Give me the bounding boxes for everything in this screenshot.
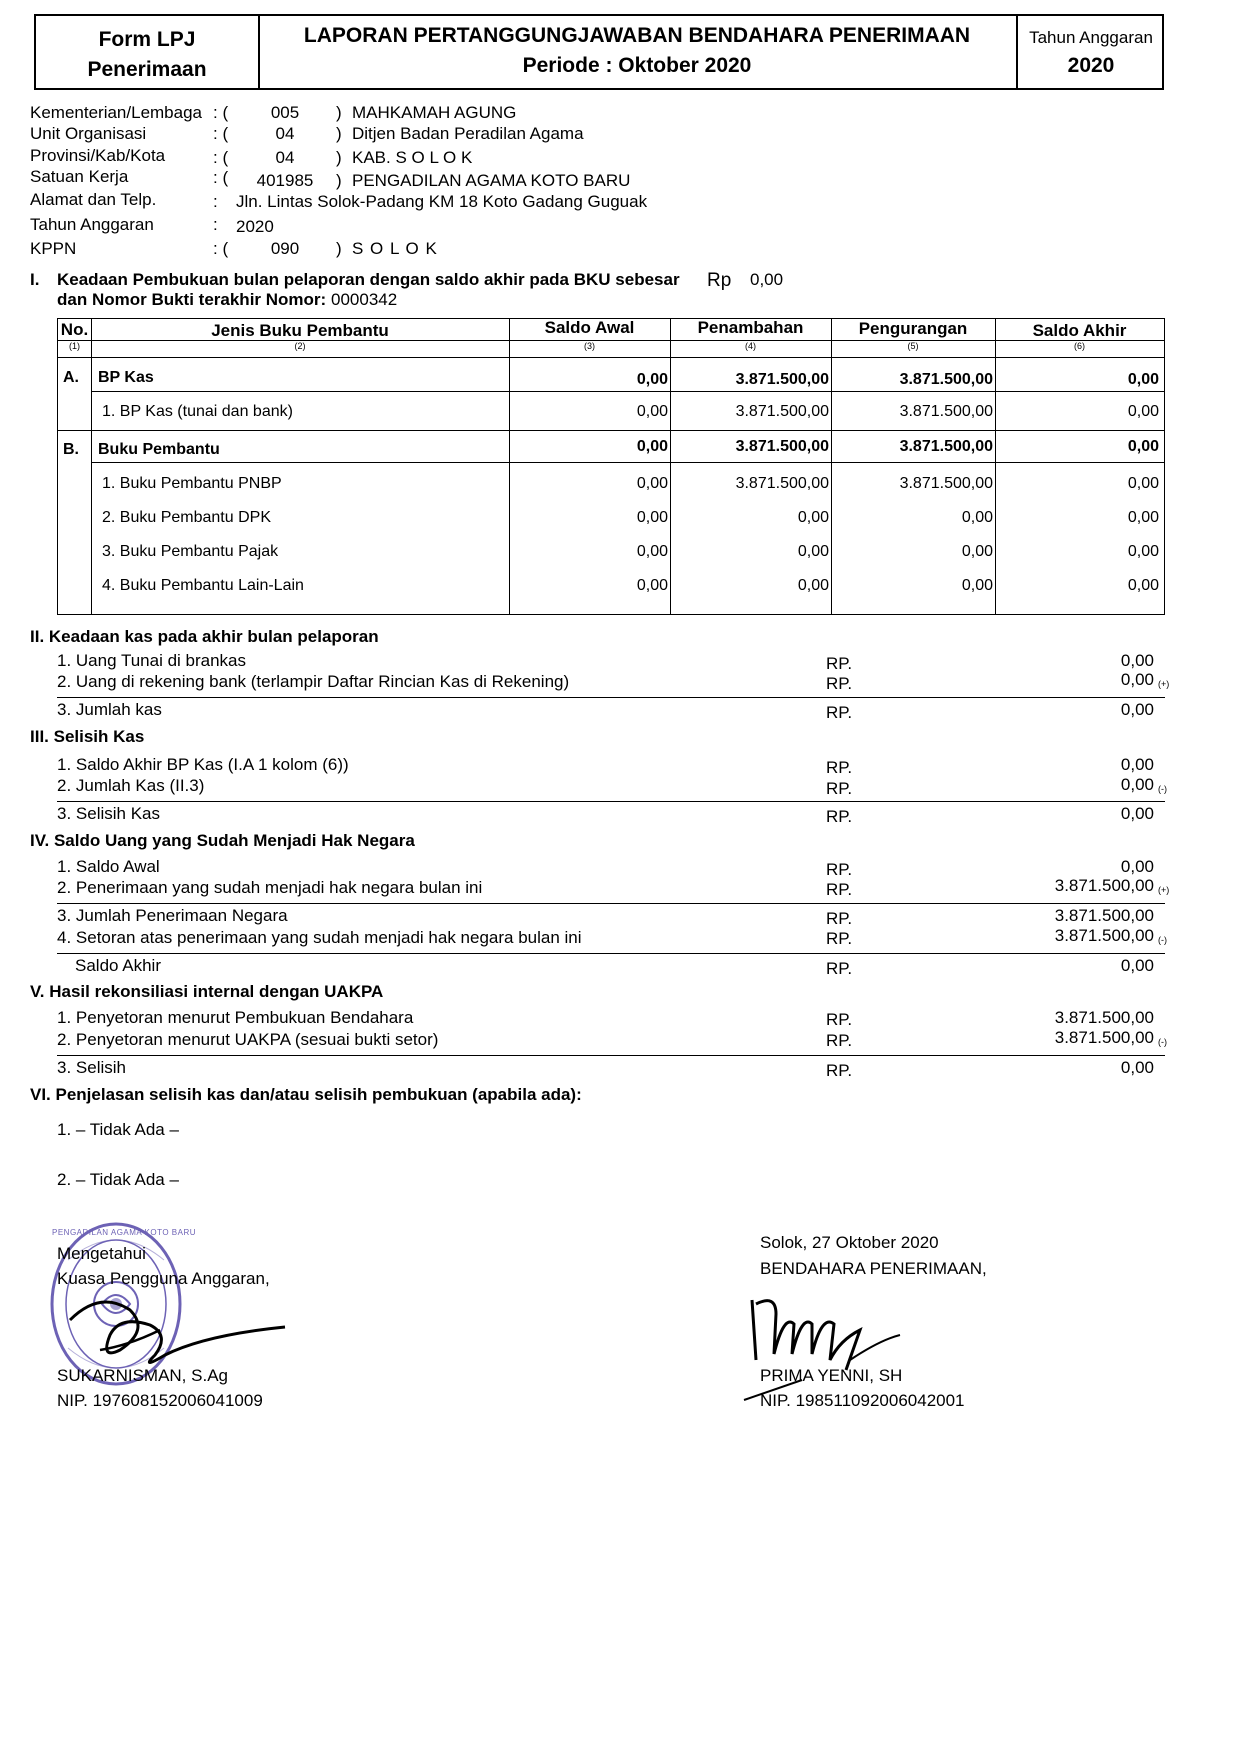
section3-item-label: 2. Jumlah Kas (II.3): [57, 776, 205, 795]
section3-item-rp: RP.: [826, 779, 853, 798]
section2-item-label: 1. Uang Tunai di brankas: [57, 651, 247, 670]
identity-label: Unit Organisasi: [30, 124, 147, 143]
row-penambahan: 3.871.500,00: [735, 438, 829, 455]
row-name: BP Kas: [98, 369, 154, 386]
identity-code: 090: [270, 239, 300, 258]
section5-item-rp: RP.: [826, 1061, 853, 1080]
identity-label: Provinsi/Kab/Kota: [30, 146, 166, 165]
col-number: (1): [69, 341, 80, 351]
identity-sep: :: [213, 192, 218, 211]
section5-item-value: 3.871.500,00: [1054, 1008, 1154, 1027]
section2-item-value: 0,00: [1120, 651, 1154, 670]
section4-item-label: Saldo Akhir: [75, 956, 161, 975]
section5-item-value: 3.871.500,00: [1054, 1028, 1154, 1047]
col-number: (6): [1074, 341, 1085, 351]
row-pengurangan: 3.871.500,00: [899, 475, 993, 492]
fiscal-year-label: Tahun Anggaran: [1029, 28, 1153, 47]
section3-item-rp: RP.: [826, 807, 853, 826]
report-title: LAPORAN PERTANGGUNGJAWABAN BENDAHARA PENERIMAAN: [303, 24, 971, 47]
identity-label: Satuan Kerja: [30, 167, 129, 186]
section4-item-value: 0,00: [1120, 857, 1154, 876]
row-pengurangan: 0,00: [961, 543, 993, 560]
fiscal-year-value: 2020: [1067, 54, 1115, 77]
row-saldo-akhir: 0,00: [1127, 577, 1159, 594]
section4-item-label: 4. Setoran atas penerimaan yang sudah menjadi hak negara bulan ini: [57, 928, 582, 947]
col-header-saldo-akhir: Saldo Akhir: [1032, 321, 1127, 340]
section2-item-op: (+): [1158, 679, 1170, 689]
identity-close: ): [336, 171, 342, 190]
section4-item-rp: RP.: [826, 959, 853, 978]
row-name: 1. Buku Pembantu PNBP: [102, 475, 282, 492]
row-no: B.: [63, 441, 79, 458]
section5-title: V. Hasil rekonsiliasi internal dengan UAKPA: [30, 982, 384, 1001]
row-saldo-akhir: 0,00: [1127, 475, 1159, 492]
section4-item-rp: RP.: [826, 909, 853, 928]
section5-item-label: 1. Penyetoran menurut Pembukuan Bendahara: [57, 1008, 414, 1027]
identity-close: ): [336, 239, 342, 258]
row-pengurangan: 3.871.500,00: [899, 403, 993, 420]
row-name: 3. Buku Pembantu Pajak: [102, 543, 279, 560]
section4-item-value: 3.871.500,00: [1054, 926, 1154, 945]
col-header-jenis: Jenis Buku Pembantu: [211, 321, 389, 340]
row-name: Buku Pembantu: [98, 441, 220, 458]
section1-line1: Keadaan Pembukuan bulan pelaporan dengan saldo akhir pada BKU sebesar: [57, 270, 680, 289]
section2-item-rp: RP.: [826, 703, 853, 722]
sum-rule: [57, 697, 1165, 698]
section4-item-op: (-): [1158, 935, 1167, 945]
section4-item-label: 3. Jumlah Penerimaan Negara: [57, 906, 288, 925]
section2-item-rp: RP.: [826, 674, 853, 693]
section4-item-label: 2. Penerimaan yang sudah menjadi hak negara bulan ini: [57, 878, 483, 897]
identity-label: Alamat dan Telp.: [30, 190, 157, 209]
section3-item-value: 0,00: [1120, 755, 1154, 774]
form-label-line2: Penerimaan: [87, 58, 207, 81]
identity-code: 04: [275, 124, 295, 143]
section1-bukti-no: 0000342: [331, 290, 398, 309]
row-name: 2. Buku Pembantu DPK: [102, 509, 271, 526]
identity-sep: : (: [213, 168, 229, 187]
col-header-no: No.: [60, 320, 89, 339]
identity-name: 2020: [236, 217, 274, 236]
identity-close: ): [336, 103, 342, 122]
right-sign-nip: NIP. 198511092006042001: [760, 1391, 965, 1410]
identity-sep: : (: [213, 148, 229, 167]
col-number: (3): [584, 341, 595, 351]
report-period: Periode : Oktober 2020: [522, 54, 752, 77]
row-saldo-akhir: 0,00: [1127, 371, 1159, 388]
right-sign-name: PRIMA YENNI, SH: [760, 1366, 903, 1385]
row-saldo-awal: 0,00: [636, 543, 668, 560]
identity-code: 04: [275, 148, 295, 167]
identity-sep: : (: [213, 239, 229, 258]
section5-item-rp: RP.: [826, 1031, 853, 1050]
row-no: A.: [63, 369, 79, 386]
report-header: [34, 14, 1164, 90]
section1-amount: 0,00: [750, 270, 784, 289]
row-pengurangan: 3.871.500,00: [899, 371, 993, 388]
row-penambahan: 0,00: [797, 577, 829, 594]
section3-item-value: 0,00: [1120, 804, 1154, 823]
sum-rule: [57, 953, 1165, 954]
identity-sep: : (: [213, 124, 229, 143]
identity-name: Ditjen Badan Peradilan Agama: [352, 124, 584, 143]
identity-sep: :: [213, 215, 218, 234]
section4-item-value: 0,00: [1120, 956, 1154, 975]
row-saldo-awal: 0,00: [636, 438, 668, 455]
identity-name: KAB. S O L O K: [352, 148, 473, 167]
row-name: 1. BP Kas (tunai dan bank): [102, 403, 293, 420]
col-number: (4): [745, 341, 756, 351]
identity-close: ): [336, 148, 342, 167]
section3-item-value: 0,00: [1120, 775, 1154, 794]
identity-name: Jln. Lintas Solok-Padang KM 18 Koto Gadang Guguak: [236, 192, 648, 211]
title-box: [258, 16, 1016, 88]
buku-pembantu-table: [57, 318, 1165, 615]
section3-title: III. Selisih Kas: [30, 727, 145, 746]
signature-left: [60, 1280, 290, 1370]
section1-number: I.: [30, 270, 40, 289]
section4-item-rp: RP.: [826, 929, 853, 948]
section5-item-label: 3. Selisih: [57, 1058, 126, 1077]
col-number: (5): [907, 341, 919, 351]
right-sign-place-date: Solok, 27 Oktober 2020: [760, 1233, 939, 1252]
section5-item-op: (-): [1158, 1037, 1167, 1047]
row-saldo-awal: 0,00: [636, 371, 668, 388]
row-penambahan: 0,00: [797, 509, 829, 526]
section4-item-value: 3.871.500,00: [1054, 876, 1154, 895]
section4-item-label: 1. Saldo Awal: [57, 857, 160, 876]
row-pengurangan: 0,00: [961, 577, 993, 594]
section2-title: II. Keadaan kas pada akhir bulan pelaporan: [30, 627, 379, 646]
section4-item-op: (+): [1158, 885, 1170, 895]
right-sign-role: BENDAHARA PENERIMAAN,: [760, 1259, 987, 1278]
form-label-line1: Form LPJ: [98, 28, 196, 51]
identity-close: ): [336, 124, 342, 143]
fiscal-year-box: [1016, 16, 1164, 88]
col-header-penambahan: Penambahan: [697, 318, 804, 337]
left-sign-name: SUKARNISMAN, S.Ag: [57, 1366, 228, 1385]
row-name: 4. Buku Pembantu Lain-Lain: [102, 577, 304, 594]
section3-item-label: 3. Selisih Kas: [57, 804, 160, 823]
section3-item-op: (-): [1158, 784, 1167, 794]
col-header-saldo-awal: Saldo Awal: [544, 318, 635, 337]
left-sign-nip: NIP. 197608152006041009: [57, 1391, 263, 1410]
row-saldo-akhir: 0,00: [1127, 438, 1159, 455]
identity-name: PENGADILAN AGAMA KOTO BARU: [352, 171, 631, 190]
section4-item-rp: RP.: [826, 880, 853, 899]
section6-title: VI. Penjelasan selisih kas dan/atau selisih pembukuan (apabila ada):: [30, 1085, 582, 1104]
sum-rule: [57, 903, 1165, 904]
row-saldo-awal: 0,00: [636, 475, 668, 492]
section6-item: 2. – Tidak Ada –: [57, 1170, 179, 1189]
row-pengurangan: 0,00: [961, 509, 993, 526]
left-sign-line2: Kuasa Pengguna Anggaran,: [57, 1269, 270, 1288]
section1-rp: Rp: [707, 270, 732, 291]
identity-name: S O L O K: [352, 239, 438, 258]
sum-rule: [57, 801, 1165, 802]
identity-code: 401985: [256, 171, 314, 190]
section2-item-value: 0,00: [1120, 700, 1154, 719]
identity-label: KPPN: [30, 239, 77, 258]
sum-rule: [57, 1055, 1165, 1056]
section4-item-rp: RP.: [826, 860, 853, 879]
section2-item-value: 0,00: [1120, 670, 1154, 689]
row-penambahan: 3.871.500,00: [735, 403, 829, 420]
row-saldo-awal: 0,00: [636, 403, 668, 420]
section2-item-rp: RP.: [826, 654, 853, 673]
section3-item-label: 1. Saldo Akhir BP Kas (I.A 1 kolom (6)): [57, 755, 349, 774]
form-label-box: [36, 16, 260, 88]
row-penambahan: 0,00: [797, 543, 829, 560]
row-saldo-akhir: 0,00: [1127, 403, 1159, 420]
identity-sep: : (: [213, 103, 229, 122]
section3-item-rp: RP.: [826, 758, 853, 777]
section2-item-label: 3. Jumlah kas: [57, 700, 162, 719]
identity-label: Tahun Anggaran: [30, 215, 154, 234]
row-penambahan: 3.871.500,00: [735, 475, 829, 492]
section6-item: 1. – Tidak Ada –: [57, 1120, 179, 1139]
row-saldo-akhir: 0,00: [1127, 543, 1159, 560]
col-header-pengurangan: Pengurangan: [858, 319, 968, 338]
identity-code: 005: [270, 103, 300, 122]
row-saldo-akhir: 0,00: [1127, 509, 1159, 526]
section4-item-value: 3.871.500,00: [1054, 906, 1154, 925]
left-sign-line1: Mengetahui: [57, 1244, 146, 1263]
section4-title: IV. Saldo Uang yang Sudah Menjadi Hak Negara: [30, 831, 415, 850]
identity-label: Kementerian/Lembaga: [30, 103, 203, 122]
row-saldo-awal: 0,00: [636, 577, 668, 594]
row-pengurangan: 3.871.500,00: [899, 438, 993, 455]
section1-line2: dan Nomor Bukti terakhir Nomor:: [57, 290, 327, 309]
identity-name: MAHKAMAH AGUNG: [352, 103, 517, 122]
section5-item-label: 2. Penyetoran menurut UAKPA (sesuai bukti setor): [57, 1030, 439, 1049]
section2-item-label: 2. Uang di rekening bank (terlampir Daftar Rincian Kas di Rekening): [57, 672, 570, 691]
section5-item-value: 0,00: [1120, 1058, 1154, 1077]
col-number: (2): [294, 341, 306, 351]
stamp-text: PENGADILAN AGAMA KOTO BARU: [52, 1228, 196, 1237]
section5-item-rp: RP.: [826, 1010, 853, 1029]
row-penambahan: 3.871.500,00: [735, 371, 829, 388]
row-saldo-awal: 0,00: [636, 509, 668, 526]
